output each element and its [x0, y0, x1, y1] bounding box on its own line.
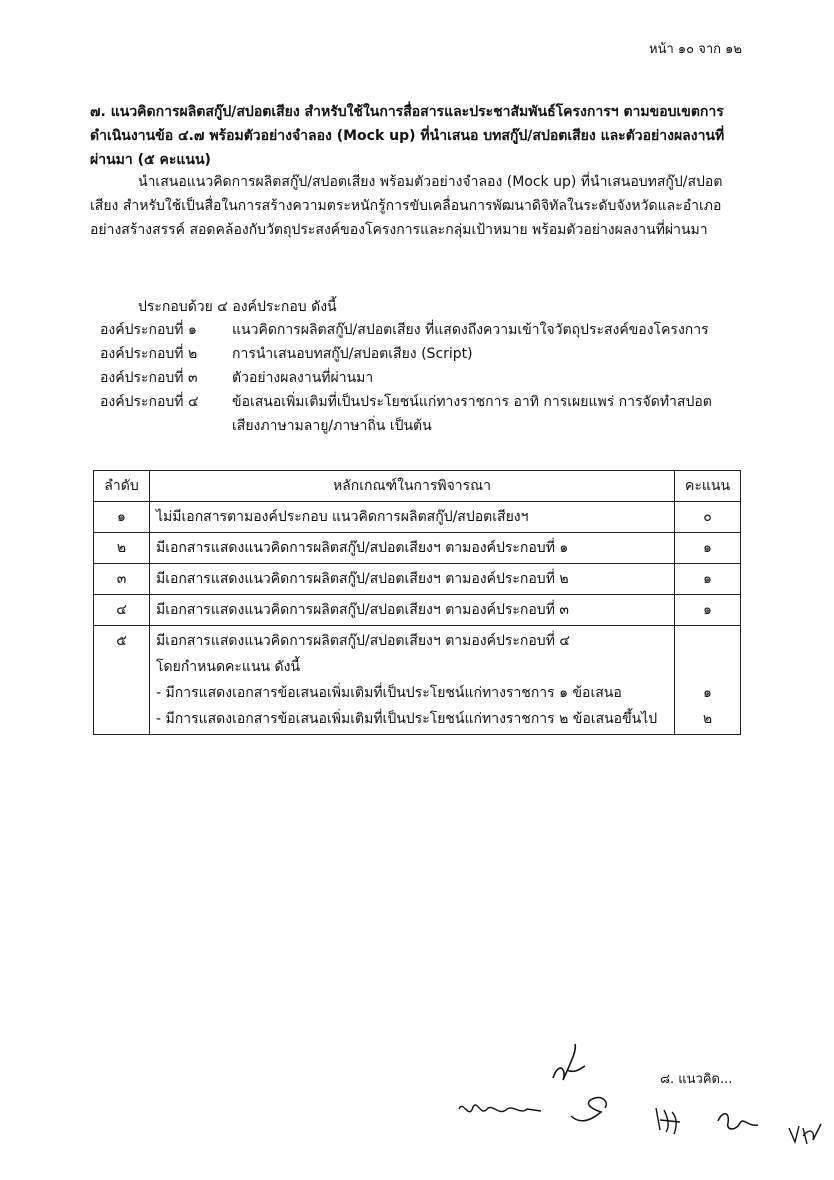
- signature-mark: [455, 1095, 545, 1131]
- signature-mark: [650, 1100, 690, 1140]
- table-row: [94, 533, 741, 564]
- row-criteria: [150, 626, 675, 735]
- row-score: ๑: [675, 533, 741, 564]
- criteria-table: [93, 470, 741, 735]
- criteria-line: มีเอกสารแสดงแนวคิดการผลิตสกู๊ป/สปอตเสียงฯ ตามองค์ประกอบที่ ๔: [156, 633, 570, 649]
- next-section-marker: ๘. แนวคิด...: [660, 1072, 733, 1087]
- component-item: [100, 342, 740, 366]
- header-criteria: หลักเกณฑ์ในการพิจารณา: [150, 471, 675, 502]
- table-header-row: [94, 471, 741, 502]
- row-criteria: ไม่มีเอกสารตามองค์ประกอบ แนวคิดการผลิตสกู๊ป/สปอตเสียงฯ: [150, 502, 675, 533]
- row-no: ๓: [94, 564, 150, 595]
- section-paragraph: นำเสนอแนวคิดการผลิตสกู๊ป/สปอตเสียง พร้อมตัวอย่างจำลอง (Mock up) ที่นำเสนอบทสกู๊ป/สปอตเสียง สำหรับใช้เป็นสื่อในการสร้างความตระหนักรู้การขับเคลื่อนการพัฒนาดิจิทัลในระดับจังหวัดและอำเภออย่างสร้างสรรค์ สอดคล้องกับวัตถุประสงค์ของโครงการและกลุ่มเป้าหมาย พร้อมตัวอย่างผลงานที่ผ่านมา: [90, 174, 723, 238]
- criteria-subitem: - มีการแสดงเอกสารข้อเสนอเพิ่มเติมที่เป็นประโยชน์แก่ทางราชการ ๑ ข้อเสนอ: [156, 685, 622, 701]
- criteria-line: โดยกำหนดคะแนน ดังนี้: [156, 659, 301, 675]
- component-item: [100, 318, 740, 342]
- table-row: [94, 595, 741, 626]
- component-item: [100, 390, 740, 438]
- component-label: องค์ประกอบที่ ๓: [100, 370, 198, 386]
- row-criteria: มีเอกสารแสดงแนวคิดการผลิตสกู๊ป/สปอตเสียงฯ ตามองค์ประกอบที่ ๒: [150, 564, 675, 595]
- row-criteria: มีเอกสารแสดงแนวคิดการผลิตสกู๊ป/สปอตเสียงฯ ตามองค์ประกอบที่ ๑: [150, 533, 675, 564]
- component-label: องค์ประกอบที่ ๑: [100, 322, 197, 338]
- component-item: [100, 366, 740, 390]
- header-no: ลำดับ: [94, 471, 150, 502]
- component-text: แนวคิดการผลิตสกู๊ป/สปอตเสียง ที่แสดงถึงความเข้าใจวัตถุประสงค์ของโครงการ: [232, 322, 709, 338]
- criteria-subitem: - มีการแสดงเอกสารข้อเสนอเพิ่มเติมที่เป็นประโยชน์แก่ทางราชการ ๒ ข้อเสนอขึ้นไป: [156, 711, 658, 727]
- row-no: ๕: [94, 626, 150, 735]
- row-no: ๑: [94, 502, 150, 533]
- signature-mark: [565, 1092, 615, 1132]
- row-criteria: มีเอกสารแสดงแนวคิดการผลิตสกู๊ป/สปอตเสียงฯ ตามองค์ประกอบที่ ๓: [150, 595, 675, 626]
- row-score: ๑: [675, 595, 741, 626]
- table-row: [94, 626, 741, 735]
- component-label: องค์ประกอบที่ ๔: [100, 394, 199, 410]
- component-text: ตัวอย่างผลงานที่ผ่านมา: [232, 370, 374, 386]
- table-row: [94, 564, 741, 595]
- signature-mark: [785, 1118, 825, 1154]
- component-text: ข้อเสนอเพิ่มเติมที่เป็นประโยชน์แก่ทางราชการ อาทิ การเผยแพร่ การจัดทำสปอตเสียงภาษามลายู/ภาษาถิ่น เป็นต้น: [232, 394, 712, 434]
- row-score: ๑: [675, 564, 741, 595]
- table-row: [94, 502, 741, 533]
- signature-mark: [712, 1105, 762, 1141]
- subitem-score: ๒: [702, 711, 713, 727]
- subitem-score: ๑: [703, 685, 712, 701]
- row-no: ๔: [94, 595, 150, 626]
- component-text: การนำเสนอบทสกู๊ป/สปอตเสียง (Script): [232, 346, 473, 362]
- components-intro: ประกอบด้วย ๔ องค์ประกอบ ดังนี้: [138, 299, 337, 315]
- row-score: ๐: [675, 502, 741, 533]
- section-heading: ๗. แนวคิดการผลิตสกู๊ป/สปอตเสียง สำหรับใช้ในการสื่อสารและประชาสัมพันธ์โครงการฯ ตามขอบเขตการดำเนินงานข้อ ๔.๗ พร้อมตัวอย่างจำลอง (Mock up) ที่นำเสนอ บทสกู๊ป/สปอตเสียง และตัวอย่างผลงานที่ผ่านมา (๕ คะแนน): [90, 104, 725, 168]
- header-score: คะแนน: [675, 471, 741, 502]
- signature-mark: [545, 1040, 595, 1090]
- page-number: หน้า ๑๐ จาก ๑๒: [649, 42, 742, 57]
- row-no: ๒: [94, 533, 150, 564]
- component-label: องค์ประกอบที่ ๒: [100, 346, 198, 362]
- row-score: [675, 626, 741, 735]
- components-list: [100, 318, 740, 438]
